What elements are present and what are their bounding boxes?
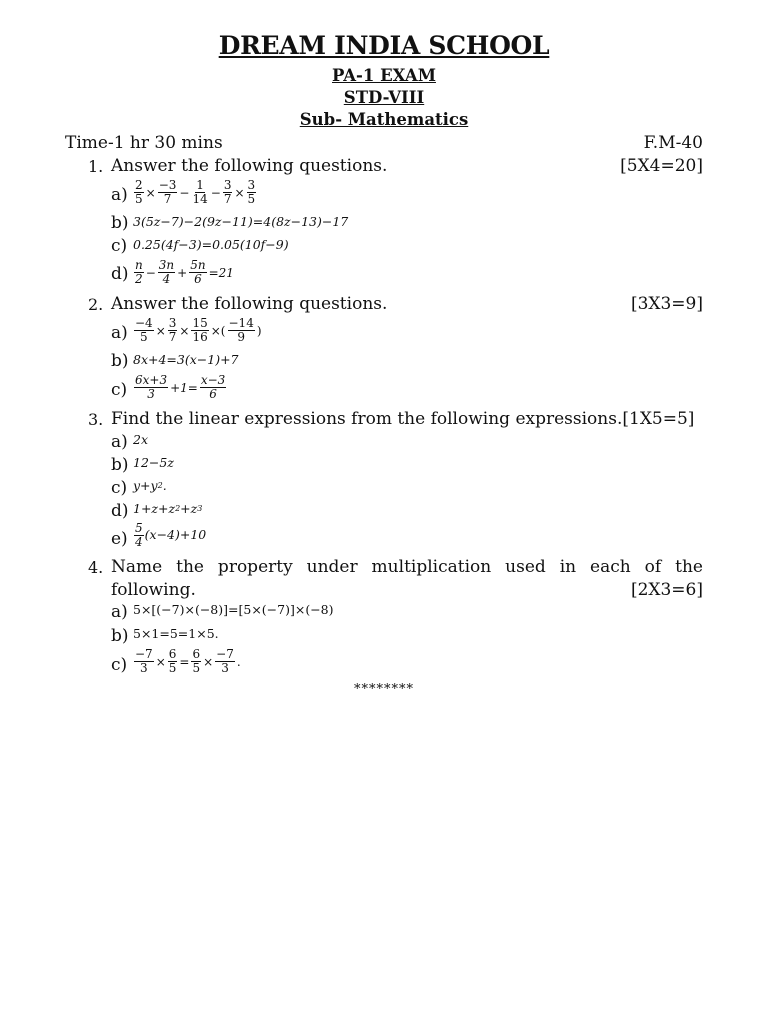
time-label: Time-1 hr 30 mins <box>65 133 223 153</box>
sub-label: c) <box>111 380 128 400</box>
math-expression: 1+z+z 2 +z 3 <box>133 501 203 516</box>
question-marks: [2X3=6] <box>630 580 703 600</box>
math-expression: $\frac{-7}{3}$ × $\frac{6}{5}$ = $\frac{6}{5}$ × $\frac{-7}{3}$ . <box>135 647 241 675</box>
sub-label: a) <box>111 185 128 205</box>
full-marks: F.M-40 <box>643 133 703 153</box>
math-expression: y+y 2 . <box>133 478 167 493</box>
question-number: 4. <box>88 558 104 577</box>
exam-title: PA-1 EXAM <box>332 66 436 85</box>
question-marks: [3X3=9] <box>630 294 703 314</box>
sub-label: c) <box>111 478 128 498</box>
question-number: 2. <box>88 295 104 314</box>
sub-label: b) <box>111 351 129 371</box>
sub-label: a) <box>111 323 128 343</box>
sub-label: c) <box>111 655 128 675</box>
question-number: 3. <box>88 410 104 429</box>
sub-label: a) <box>111 432 128 452</box>
subject-title: Sub- Mathematics <box>299 110 469 129</box>
question-text: Find the linear expressions from the following expressions.[1X5=5] <box>111 409 695 429</box>
sub-label: b) <box>111 213 129 233</box>
sub-label: b) <box>111 455 129 475</box>
question-text: Answer the following questions. <box>111 294 388 314</box>
math-expression: $\frac{6x+3}{3}$ +1= $\frac{x-3}{6}$ <box>135 373 226 401</box>
math-expression: 8x+4=3(x−1)+7 <box>133 352 239 367</box>
question-number: 1. <box>88 157 104 176</box>
math-expression-tail: (x−4)+10 <box>144 527 207 543</box>
sub-label: a) <box>111 602 128 622</box>
school-name: DREAM INDIA SCHOOL <box>218 31 550 60</box>
question-text: Answer the following questions. <box>111 156 388 176</box>
class-title: STD-VIII <box>343 88 425 107</box>
sub-label: c) <box>111 236 128 256</box>
math-expression: 12−5z <box>133 455 174 470</box>
math-expression: 0.25(4f−3)=0.05(10f−9) <box>133 237 289 252</box>
question-text-continued: following. <box>111 580 196 600</box>
math-expression: 5×[(−7)×(−8)]=[5×(−7)]×(−8) <box>133 602 334 617</box>
question-marks: [5X4=20] <box>620 156 703 176</box>
math-expression: $\frac{5}{4}$ (x−4)+10 <box>135 521 207 549</box>
math-expression: 5×1=5=1×5. <box>133 626 219 641</box>
sub-label: b) <box>111 626 129 646</box>
math-expression: $\frac{n}{2}$ − $\frac{3n}{4}$ + $\frac{5n}{6}$ =21 <box>135 258 234 286</box>
sub-label: d) <box>111 264 129 284</box>
math-expression: $\frac{-4}{5}$ × $\frac{3}{7}$ × $\frac{15}{16}$ ×( $\frac{-14}{9}$ ) <box>135 316 262 344</box>
math-expression: $\frac{2}{5}$ × $\frac{-3}{7}$ − $\frac{1}{14}$ − $\frac{3}{7}$ × $\frac{3}{5}$ <box>135 178 256 206</box>
sub-label: d) <box>111 501 129 521</box>
math-expression: 2x <box>133 432 149 447</box>
math-expression: 3(5z−7)−2(9z−11)=4(8z−13)−17 <box>133 214 349 229</box>
sub-label: e) <box>111 529 128 549</box>
question-text: Name the property under multiplication used in each of the <box>111 557 703 577</box>
end-marker: ******** <box>354 682 414 697</box>
